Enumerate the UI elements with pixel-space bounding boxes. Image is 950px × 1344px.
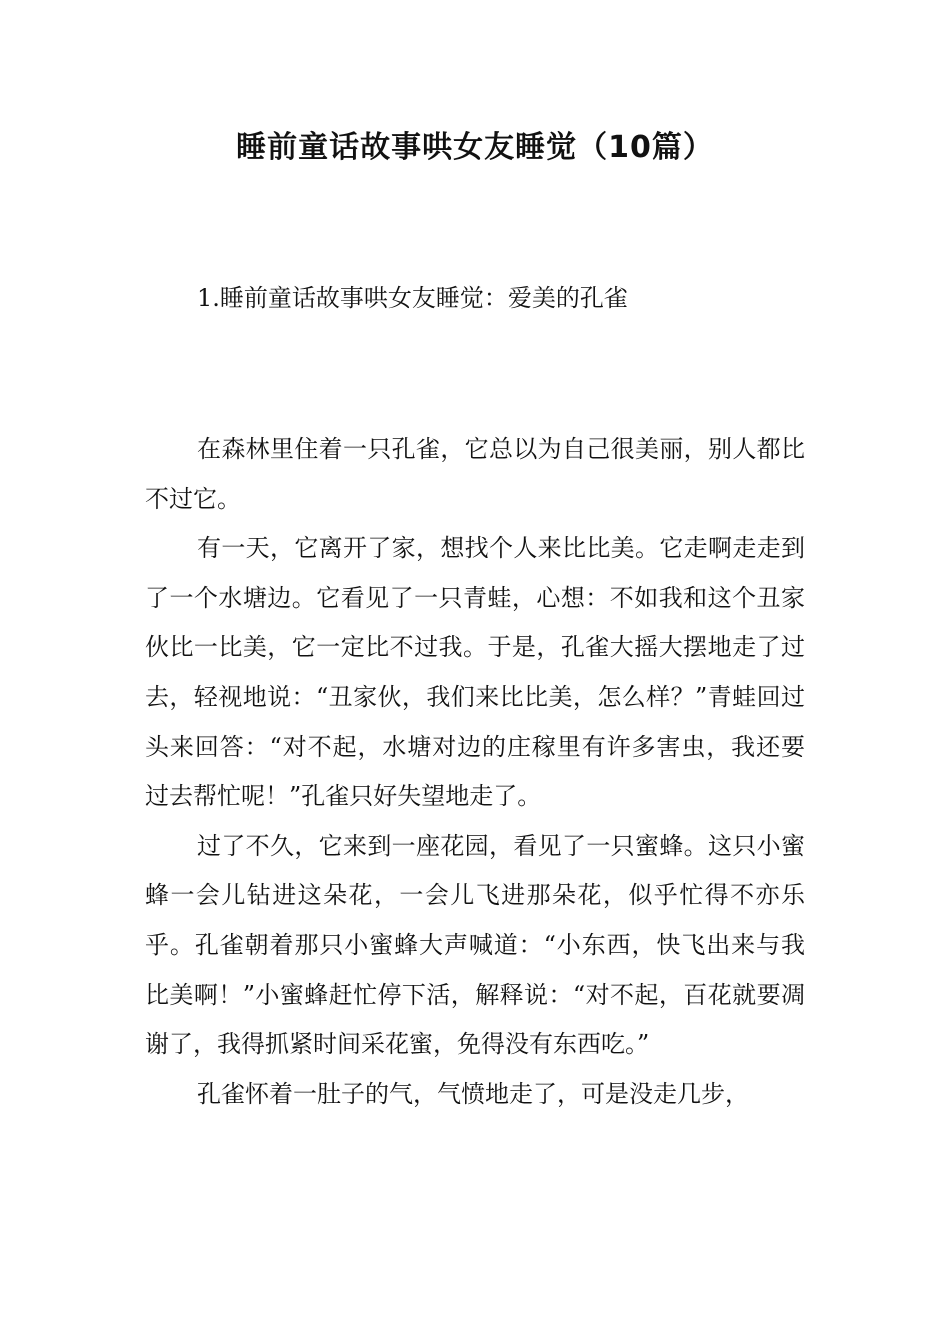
paragraph: 孔雀怀着一肚子的气，气愤地走了，可是没走几步， [197, 1079, 749, 1108]
story-body [145, 425, 805, 1119]
paragraph: 有一天，它离开了家，想找个人来比比美。它走啊走走到了一个水塘边。它看见了一只青蛙，心想：不如我和这个丑家伙比一比美，它一定比不过我。于是，孔雀大摇大摆地走了过去，轻视地说：“丑家伙，我们来比比美，怎么样？”青蛙回过头来回答：“对不起，水塘对边的庄稼里有许多害虫，我还要过去帮忙呢！”孔雀只好失望地走了。 [145, 534, 805, 811]
section-heading: 1.睡前童话故事哄女友睡觉：爱美的孔雀 [197, 284, 628, 312]
paragraph: 在森林里住着一只孔雀，它总以为自己很美丽，别人都比不过它。 [145, 435, 805, 513]
paragraph: 过了不久，它来到一座花园，看见了一只蜜蜂。这只小蜜蜂一会儿钻进这朵花，一会儿飞进那朵花，似乎忙得不亦乐乎。孔雀朝着那只小蜜蜂大声喊道：“小东西，快飞出来与我比美啊！”小蜜蜂赶忙停下活，解释说：“对不起，百花就要凋谢了，我得抓紧时间采花蜜，免得没有东西吃。” [145, 831, 805, 1059]
document-title: 睡前童话故事哄女友睡觉（10篇） [236, 130, 714, 165]
